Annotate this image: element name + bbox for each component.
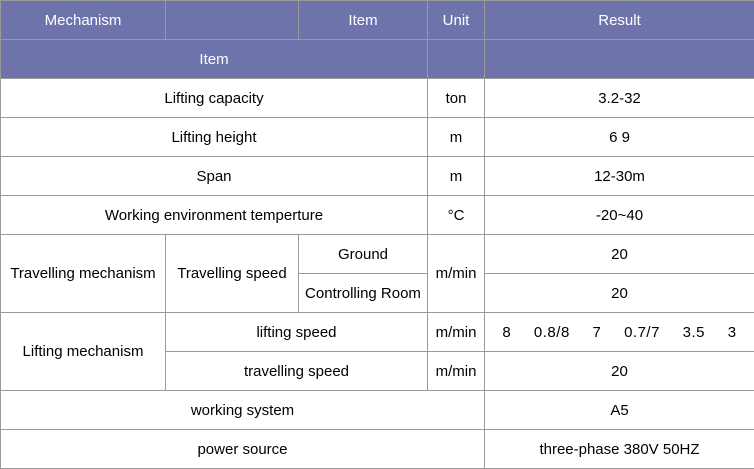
lifting-speed-value: 7 <box>593 324 602 341</box>
table-row-working-system <box>1 391 754 430</box>
row-unit-lifting-height: m <box>428 118 485 157</box>
table-row <box>1 157 754 196</box>
row-label-lifting-height: Lifting height <box>1 118 428 157</box>
row-label-travelling-mechanism: Travelling mechanism <box>1 235 166 313</box>
row-result-controlling-room: 20 <box>485 274 754 313</box>
row-result-working-system: A5 <box>485 391 754 430</box>
lifting-speed-value: 8 <box>502 324 511 341</box>
row-label-span: Span <box>1 157 428 196</box>
row-result-ground: 20 <box>485 235 754 274</box>
lifting-speed-value: 3.5 <box>683 324 705 341</box>
table-row <box>1 79 754 118</box>
row-result-lifting-speed <box>485 313 754 352</box>
lifting-speed-value: 0.7/7 <box>624 324 660 341</box>
row-label-controlling-room: Controlling Room <box>299 274 428 313</box>
lifting-speed-values <box>485 324 754 341</box>
header-result: Result <box>485 1 754 40</box>
row-result-working-environment-temperture: -20~40 <box>485 196 754 235</box>
row-label-lifting-mechanism: Lifting mechanism <box>1 313 166 391</box>
table-row <box>1 118 754 157</box>
row-label-working-system: working system <box>1 391 485 430</box>
lifting-speed-value: 0.8/8 <box>534 324 570 341</box>
lifting-speed-value: 3 <box>728 324 737 341</box>
table-header-row <box>1 1 754 40</box>
row-unit-lifting-capacity: ton <box>428 79 485 118</box>
row-label-power-source: power source <box>1 430 485 469</box>
header-mechanism: Mechanism <box>1 1 166 40</box>
row-result-lifting-height: 6 9 <box>485 118 754 157</box>
row-unit-span: m <box>428 157 485 196</box>
row-label-working-environment-temperture: Working environment temperture <box>1 196 428 235</box>
table-row <box>1 196 754 235</box>
row-label-lifting-speed: lifting speed <box>166 313 428 352</box>
row-label-lifting-travelling-speed: travelling speed <box>166 352 428 391</box>
row-label-lifting-capacity: Lifting capacity <box>1 79 428 118</box>
row-unit-lifting-speed: m/min <box>428 313 485 352</box>
table-row-travelling-ground <box>1 235 754 274</box>
table-row-power-source <box>1 430 754 469</box>
header-blank <box>166 1 299 40</box>
section-unit-blank <box>428 40 485 79</box>
section-item-label: Item <box>1 40 428 79</box>
row-label-travelling-speed: Travelling speed <box>166 235 299 313</box>
table-row-lifting-speed <box>1 313 754 352</box>
row-result-power-source: three-phase 380V 50HZ <box>485 430 754 469</box>
table-section-row <box>1 40 754 79</box>
header-unit: Unit <box>428 1 485 40</box>
row-label-ground: Ground <box>299 235 428 274</box>
section-result-blank <box>485 40 754 79</box>
row-result-lifting-capacity: 3.2-32 <box>485 79 754 118</box>
row-result-lifting-travelling-speed: 20 <box>485 352 754 391</box>
row-unit-working-environment-temperture: °C <box>428 196 485 235</box>
row-unit-travelling-speed: m/min <box>428 235 485 313</box>
row-result-span: 12-30m <box>485 157 754 196</box>
header-item: Item <box>299 1 428 40</box>
row-unit-lifting-travelling-speed: m/min <box>428 352 485 391</box>
